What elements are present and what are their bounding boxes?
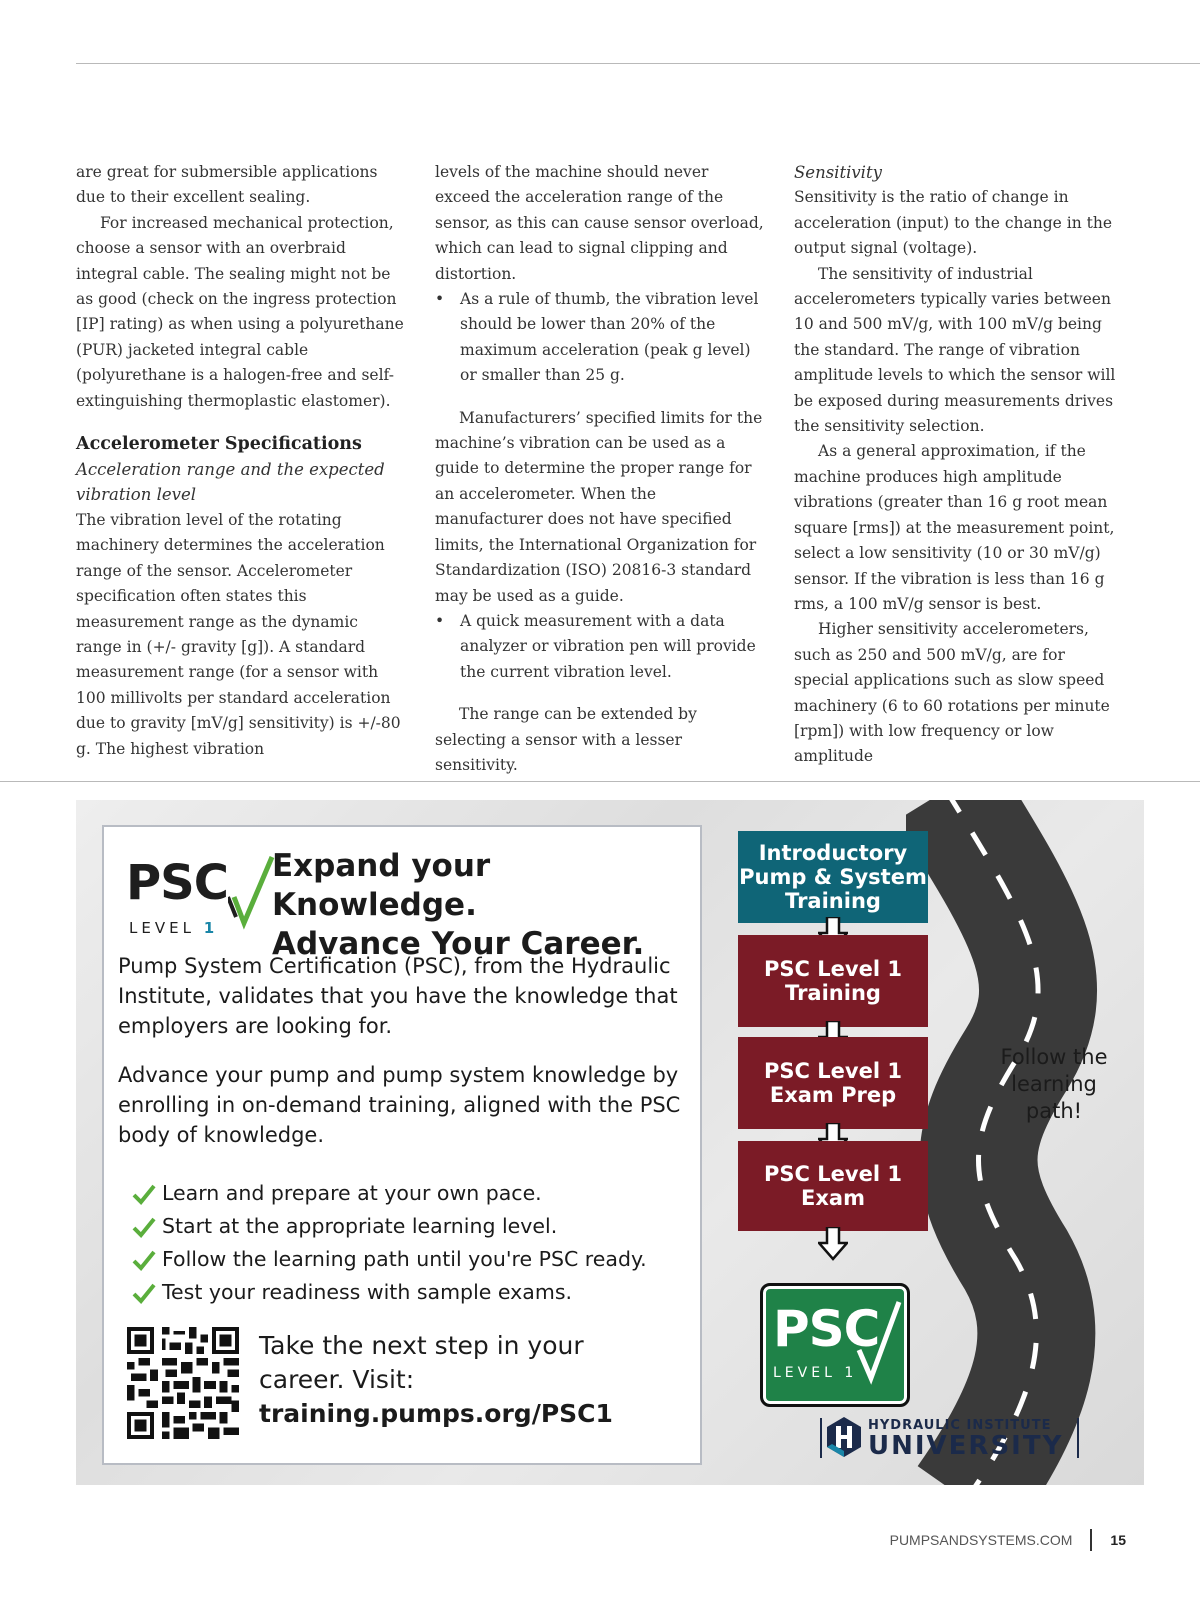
section-rule bbox=[0, 781, 1200, 782]
benefit-list bbox=[132, 1177, 647, 1309]
qr-code[interactable] bbox=[127, 1327, 239, 1439]
subheading: Sensitivity bbox=[794, 163, 882, 182]
visit-line: career. Visit: bbox=[259, 1365, 415, 1394]
paragraph: The range can be extended by selecting a sensor with a lesser sensitivity. bbox=[435, 705, 697, 774]
psc-advertisement bbox=[76, 800, 1144, 1485]
green-check-icon bbox=[132, 1249, 156, 1271]
ad-content-box bbox=[102, 825, 702, 1465]
step-psc-level1-exam-prep: PSC Level 1 Exam Prep bbox=[738, 1037, 928, 1129]
ad-paragraph: Advance your pump and pump system knowledge by enrolling in on-demand training, aligned with the PSC body of knowledge. bbox=[118, 1063, 681, 1147]
down-arrow-icon bbox=[818, 1227, 848, 1261]
page-footer bbox=[890, 1529, 1126, 1551]
road-illustration bbox=[906, 800, 1144, 1485]
ad-headline bbox=[272, 847, 700, 964]
paragraph: As a general approximation, if the machine produces high amplitude vibrations (greater than 16 g root mean square [rms]) at the measurement point, select a low sensitivity (10 or 30 mV/g) sensor. If the vibration is less than 16 g rms, a 100 mV/g sensor is best. bbox=[794, 442, 1115, 613]
green-check-icon bbox=[132, 1216, 156, 1238]
benefit-item: Start at the appropriate learning level. bbox=[132, 1210, 647, 1243]
follow-path-text: Follow the learning path! bbox=[1000, 1045, 1108, 1123]
step-psc-level1-exam: PSC Level 1 Exam bbox=[738, 1141, 928, 1231]
subheading: Acceleration range and the expected vibration level bbox=[76, 460, 385, 505]
paragraph: Sensitivity is the ratio of change in acceleration (input) to the change in the output signal (voltage). bbox=[794, 188, 1113, 258]
hi-line2: UNIVERSITY bbox=[868, 1431, 1064, 1461]
logo-level: LEVEL 1 bbox=[129, 919, 219, 937]
article-column-2 bbox=[435, 160, 765, 778]
training-url-link[interactable]: training.pumps.org/PSC1 bbox=[259, 1399, 613, 1428]
paragraph: The vibration level of the rotating machinery determines the acceleration range of the sensor. Accelerometer specification often states this measurement range as the dynamic range in (+/- gravity [g]). A standard measurement range (for a sensor with 100 millivolts per standard acceleration due to gravity [mV/g] sensitivity) is +/-80 g. The highest vibration bbox=[76, 510, 401, 758]
ad-paragraph: Pump System Certification (PSC), from the Hydraulic Institute, validates that you have the knowledge that employers are looking for. bbox=[118, 954, 678, 1038]
section-heading: Accelerometer Specifications bbox=[76, 434, 362, 455]
logo-text: PSC bbox=[126, 855, 228, 911]
paragraph: are great for submersible applications due to their excellent sealing. bbox=[76, 163, 378, 207]
headline-line: Advance Your Career. bbox=[272, 926, 645, 962]
bullet-item: • As a rule of thumb, the vibration level should be lower than 20% of the maximum acceleration (peak g level) or smaller than 25 g. bbox=[435, 287, 765, 389]
psc-level1-logo bbox=[126, 849, 276, 939]
footer-divider bbox=[1090, 1529, 1092, 1551]
hi-line1: HYDRAULIC INSTITUTE bbox=[868, 1418, 1052, 1433]
psc-level1-badge bbox=[760, 1283, 910, 1407]
paragraph: levels of the machine should never exceed the acceleration range of the sensor, as this can cause sensor overload, which can lead to signal clipping and distortion. bbox=[435, 163, 764, 283]
site-name: PUMPSANDSYSTEMS.COM bbox=[889, 1532, 1073, 1548]
bullet-list bbox=[435, 287, 765, 389]
top-rule bbox=[76, 63, 1200, 64]
badge-level: LEVEL 1 bbox=[773, 1365, 858, 1381]
badge-text: PSC bbox=[773, 1300, 880, 1358]
step-psc-level1-training: PSC Level 1 Training bbox=[738, 935, 928, 1027]
checkmark-icon bbox=[853, 1296, 903, 1386]
bullet-item: • A quick measurement with a data analyzer or vibration pen will provide the current vibration level. bbox=[435, 609, 765, 685]
article-column-1 bbox=[76, 160, 406, 762]
hi-emblem-icon bbox=[826, 1417, 862, 1457]
bullet-list bbox=[435, 609, 765, 685]
green-check-icon bbox=[132, 1282, 156, 1304]
benefit-item: Learn and prepare at your own pace. bbox=[132, 1177, 647, 1210]
checkmark-icon bbox=[228, 851, 276, 931]
paragraph: Higher sensitivity accelerometers, such as 250 and 500 mV/g, are for special applications such as slow speed machinery (6 to 60 rotations per minute [rpm]) with low frequency or low amplitude bbox=[794, 620, 1110, 766]
hydraulic-institute-university-logo bbox=[820, 1414, 1080, 1460]
step-introductory-training: Introductory Pump & System Training bbox=[738, 831, 928, 923]
headline-line: Expand your Knowledge. bbox=[272, 848, 491, 923]
paragraph: For increased mechanical protection, choose a sensor with an overbraid integral cable. The sealing might not be as good (check on the ingress protection [IP] rating) as when using a polyurethane (PUR) jacketed integral cable (polyurethane is a halogen-free and self-extinguishing thermoplastic elastomer). bbox=[76, 213, 404, 410]
page-number: 15 bbox=[1110, 1532, 1126, 1548]
paragraph: The sensitivity of industrial accelerometers typically varies between 10 and 500 mV/g, with 100 mV/g being the standard. The range of vibration amplitude levels to which the sensor will be exposed during measurements drives the sensitivity selection. bbox=[794, 264, 1116, 436]
article-column-3 bbox=[794, 160, 1124, 770]
green-check-icon bbox=[132, 1183, 156, 1205]
visit-line: Take the next step in your bbox=[259, 1331, 584, 1360]
paragraph: Manufacturers’ specified limits for the machine’s vibration can be used as a guide to determine the proper range for an accelerometer. When the manufacturer does not have specified limits, the International Organization for Standardization (ISO) 20816-3 standard may be used as a guide. bbox=[435, 408, 763, 605]
visit-callout bbox=[259, 1329, 613, 1431]
benefit-item: Test your readiness with sample exams. bbox=[132, 1276, 647, 1309]
benefit-item: Follow the learning path until you're PSC ready. bbox=[132, 1243, 647, 1276]
